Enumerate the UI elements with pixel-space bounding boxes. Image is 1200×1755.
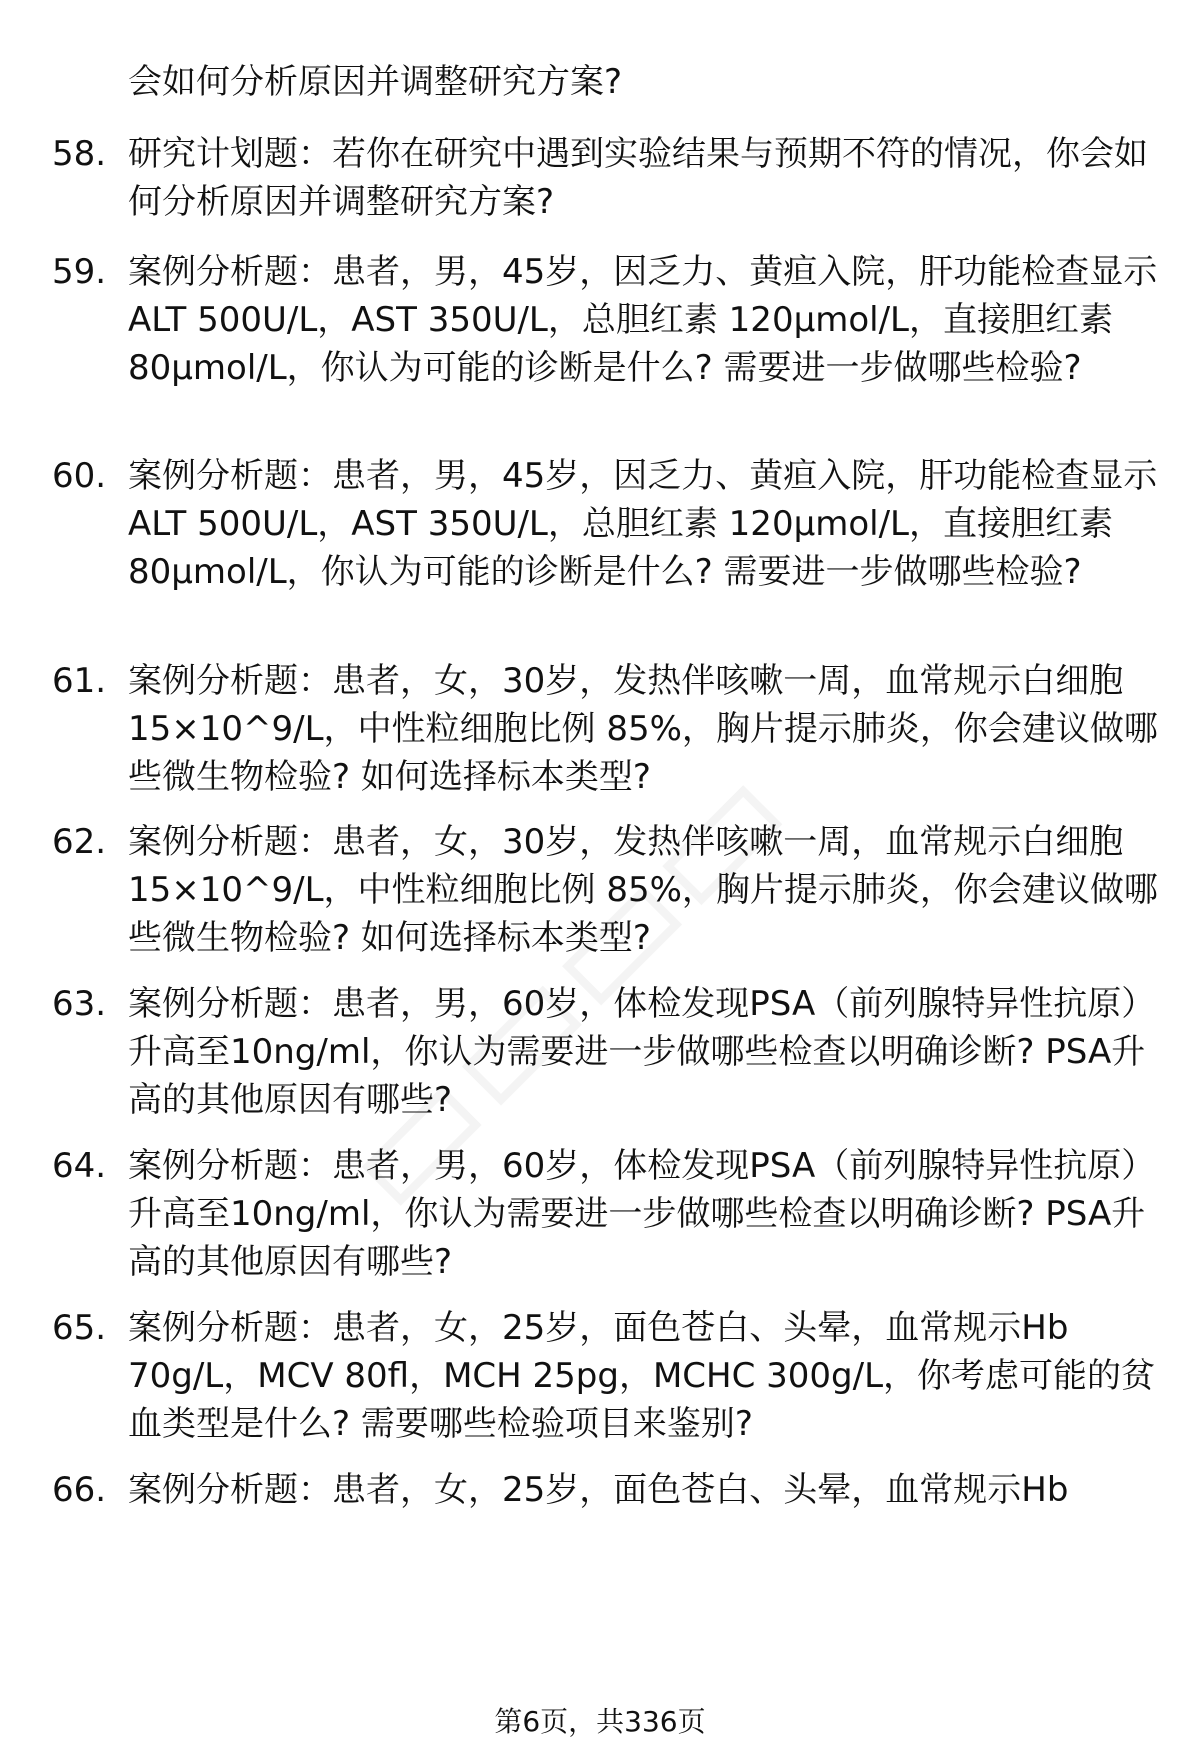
- question-text: 案例分析题：患者，女，30岁，发热伴咳嗽一周，血常规示白细胞 15×10^9/L，中性粒细胞比例 85%，胸片提示肺炎，你会建议做哪些微生物检验? 如何选择标本类型?: [128, 661, 1158, 797]
- question-number: 65.: [52, 1308, 107, 1348]
- question-number: 60.: [52, 456, 107, 496]
- question-number: 66.: [52, 1470, 107, 1510]
- question-number: 63.: [52, 984, 107, 1024]
- question-text: 案例分析题：患者，男，60岁，体检发现PSA（前列腺特异性抗原）升高至10ng/ml，你认为需要进一步做哪些检查以明确诊断? PSA升高的其他原因有哪些?: [128, 1146, 1156, 1282]
- question-text: 案例分析题：患者，女，30岁，发热伴咳嗽一周，血常规示白细胞 15×10^9/L，中性粒细胞比例 85%，胸片提示肺炎，你会建议做哪些微生物检验? 如何选择标本类型?: [128, 822, 1158, 958]
- question-number: 61.: [52, 661, 107, 701]
- question-text: 案例分析题：患者，男，60岁，体检发现PSA（前列腺特异性抗原）升高至10ng/ml，你认为需要进一步做哪些检查以明确诊断? PSA升高的其他原因有哪些?: [128, 984, 1156, 1120]
- page-footer: 第6页，共336页: [494, 1705, 706, 1738]
- question-text: 案例分析题：患者，男，45岁，因乏力、黄疸入院，肝功能检查显示ALT 500U/L，AST 350U/L，总胆红素 120μmol/L，直接胆红素 80μmol/L，你认为可能的诊断是什么? 需要进一步做哪些检验?: [128, 456, 1158, 592]
- continuation-text: 会如何分析原因并调整研究方案?: [128, 62, 623, 102]
- question-number: 59.: [52, 252, 107, 292]
- question-text: 案例分析题：患者，男，45岁，因乏力、黄疸入院，肝功能检查显示ALT 500U/L，AST 350U/L，总胆红素 120μmol/L，直接胆红素 80μmol/L，你认为可能的诊断是什么? 需要进一步做哪些检验?: [128, 252, 1158, 388]
- question-number: 58.: [52, 134, 107, 174]
- question-text: 案例分析题：患者，女，25岁，面色苍白、头晕，血常规示Hb: [128, 1470, 1069, 1510]
- question-text: 案例分析题：患者，女，25岁，面色苍白、头晕，血常规示Hb 70g/L，MCV 80fl，MCH 25pg，MCHC 300g/L，你考虑可能的贫血类型是什么? 需要哪些检验项目来鉴别?: [128, 1308, 1156, 1444]
- question-number: 64.: [52, 1146, 107, 1186]
- question-number: 62.: [52, 822, 107, 862]
- question-text: 研究计划题：若你在研究中遇到实验结果与预期不符的情况，你会如何分析原因并调整研究方案?: [128, 134, 1148, 222]
